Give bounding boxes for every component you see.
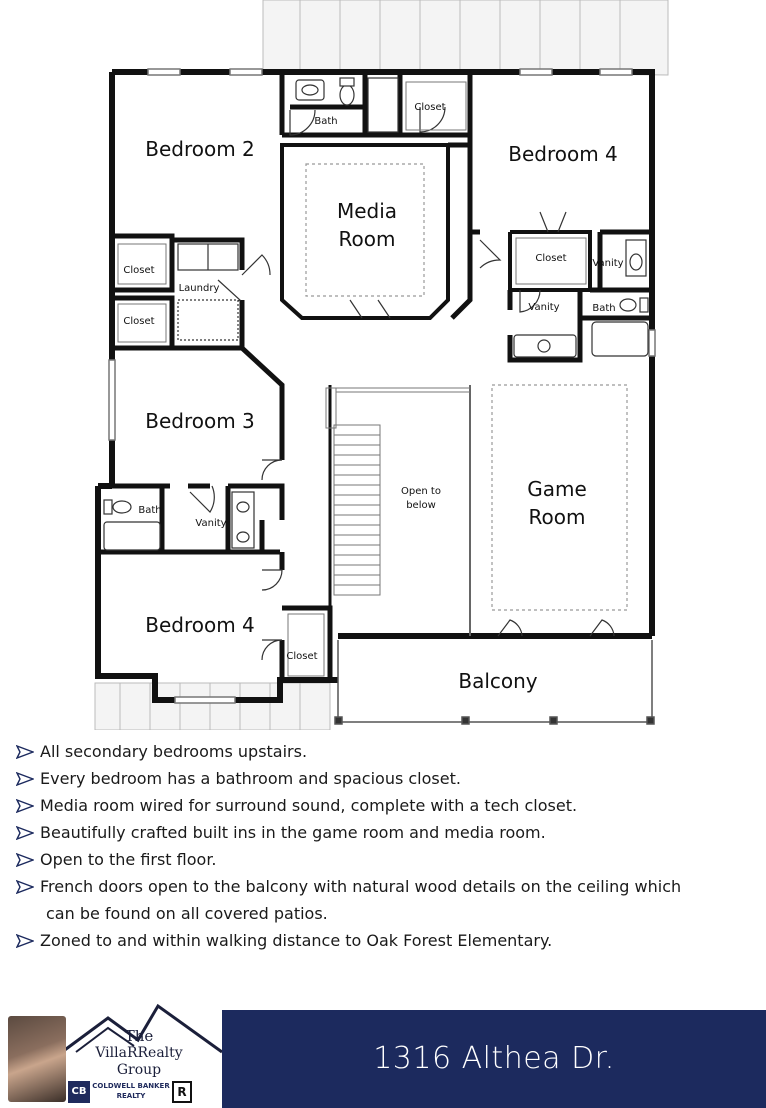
feature-item xyxy=(14,792,754,819)
feature-text: Every bedroom has a bathroom and spacious closet. xyxy=(40,769,461,788)
vanity-b3-label: Vanity xyxy=(195,518,227,529)
game-room-label-2: Room xyxy=(528,505,586,529)
staircase xyxy=(326,388,470,595)
arrow-bullet-icon xyxy=(16,772,34,786)
arrow-bullet-icon xyxy=(16,826,34,840)
bath-b4-label: Bath xyxy=(592,303,616,314)
coldwell-banker-icon: CB xyxy=(68,1081,90,1103)
feature-text: Media room wired for surround sound, complete with a tech closet. xyxy=(40,796,578,815)
exterior-walls xyxy=(98,72,652,700)
feature-item xyxy=(14,846,754,873)
feature-text: Open to the first floor. xyxy=(40,850,217,869)
media-room-label-2: Room xyxy=(338,227,396,251)
arrow-bullet-icon xyxy=(16,880,34,894)
feature-text: Beautifully crafted built ins in the game room and media room. xyxy=(40,823,546,842)
address-banner xyxy=(222,1010,766,1108)
vanity-b4-right-label: Vanity xyxy=(592,258,624,269)
feature-text: French doors open to the balcony with natural wood details on the ceiling which xyxy=(40,877,682,896)
feature-item xyxy=(14,873,754,927)
arrow-bullet-icon xyxy=(16,853,34,867)
brokerage-line-1: COLDWELL BANKER xyxy=(92,1082,170,1090)
feature-list xyxy=(14,738,754,954)
brand-line-1: The xyxy=(124,1027,154,1045)
arrow-bullet-icon xyxy=(16,799,34,813)
roof-hatch-bottom xyxy=(95,683,330,730)
game-room-label-1: Game xyxy=(527,477,587,501)
bath-top-label: Bath xyxy=(314,116,338,127)
feature-text: All secondary bedrooms upstairs. xyxy=(40,742,308,761)
feature-text-continuation: can be found on all covered patios. xyxy=(46,904,328,923)
roof-hatch-top xyxy=(263,0,668,75)
vanity-b4-left-label: Vanity xyxy=(528,302,560,313)
closet-b4-label: Closet xyxy=(535,253,567,264)
bedroom-3-label: Bedroom 3 xyxy=(145,409,255,433)
brokerage-line-2: REALTY xyxy=(116,1092,146,1100)
brand-logo xyxy=(0,1000,222,1108)
feature-text: Zoned to and within walking distance to Oak Forest Elementary. xyxy=(40,931,553,950)
closet-b2-lower-label: Closet xyxy=(123,316,155,327)
bedroom-2-label: Bedroom 2 xyxy=(145,137,255,161)
arrow-bullet-icon xyxy=(16,745,34,759)
feature-item xyxy=(14,738,754,765)
feature-item xyxy=(14,819,754,846)
realtor-icon: R xyxy=(172,1081,192,1103)
balcony-label: Balcony xyxy=(458,669,538,693)
brand-name xyxy=(64,1028,214,1079)
feature-item xyxy=(14,927,754,954)
closet-b2-label: Closet xyxy=(123,265,155,276)
open-to-below-label-2: below xyxy=(406,500,436,511)
media-room-label-1: Media xyxy=(336,199,398,223)
feature-item xyxy=(14,765,754,792)
brand-line-2: VillaRRealty xyxy=(95,1045,183,1061)
closet-top-label: Closet xyxy=(414,102,446,113)
brand-line-3: Group xyxy=(116,1062,162,1078)
bath-b3-label: Bath xyxy=(138,505,162,516)
property-address: 1316 Althea Dr. xyxy=(373,1041,615,1076)
brokerage-row xyxy=(68,1080,218,1104)
doors xyxy=(190,107,614,660)
laundry-label: Laundry xyxy=(178,283,220,294)
brokerage-name xyxy=(92,1081,170,1101)
bedroom-4-top-label: Bedroom 4 xyxy=(508,142,618,166)
bedroom-4-bottom-label: Bedroom 4 xyxy=(145,613,255,637)
open-to-below-label-1: Open to xyxy=(401,486,441,497)
closet-rods xyxy=(118,82,586,676)
agent-photo xyxy=(8,1016,66,1102)
closet-b4-lower-label: Closet xyxy=(286,651,318,662)
arrow-bullet-icon xyxy=(16,934,34,948)
